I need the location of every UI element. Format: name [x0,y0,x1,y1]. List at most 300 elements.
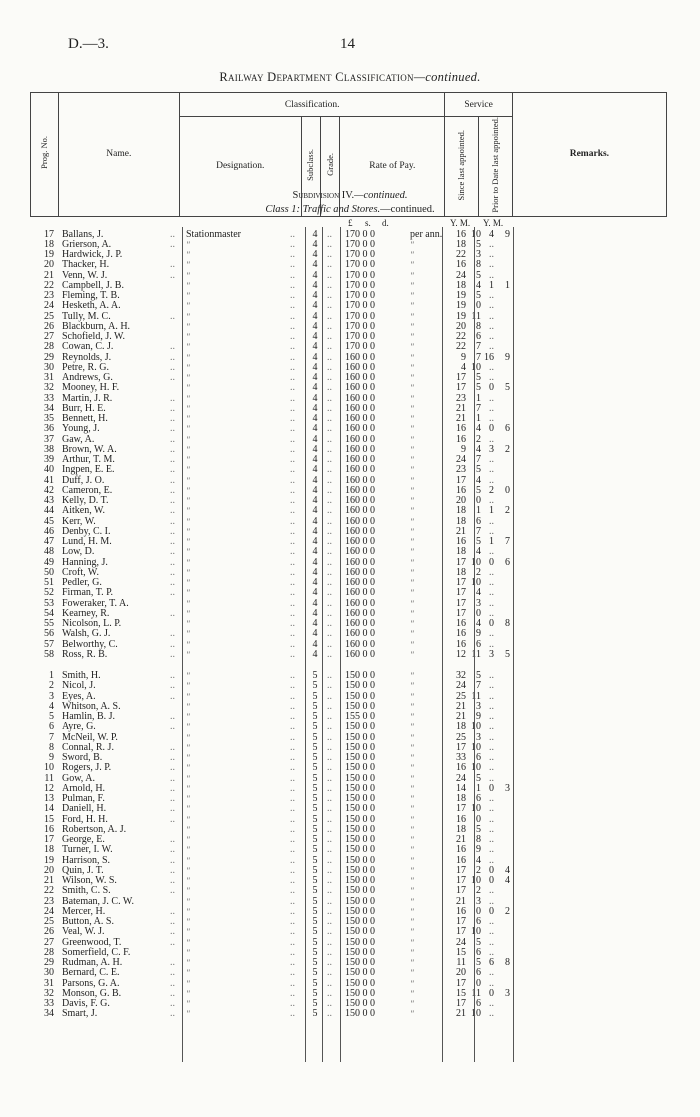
cell-pdots: .. [489,834,494,845]
sep-dots-designation: .. [290,998,295,1009]
cell-des: " [186,753,190,763]
cell-mark: " [410,270,414,281]
cell-des: " [186,876,190,886]
rule-remarks [513,227,514,1062]
cell-no: 5 [49,711,54,722]
cell-name: Arnold, H. [62,782,106,794]
cell-pdots: .. [489,525,494,537]
sep-dots-designation: .. [290,495,295,506]
cell-pay: 170 0 0 [345,279,375,291]
cell-no: 1 [49,670,54,681]
cell-pay: 160 0 0 [345,587,375,599]
cell-pdots: .. [489,454,494,465]
cell-pdots: .. [489,998,494,1009]
cell-p2: 8 [505,957,510,968]
header-name: Name. [58,93,179,217]
sep-dots-designation: .. [290,433,295,445]
cell-pay: 150 0 0 [345,977,375,989]
sep-dots-subclass: .. [327,813,332,825]
cell-name: Smith, C. S. [62,885,111,897]
sep-dots-designation: .. [290,290,295,301]
cell-name: Wilson, W. S. [62,875,117,886]
cell-s2: 9 [476,711,481,722]
cell-s1: 21 [456,402,466,414]
cell-dots: .. [170,782,175,794]
cell-mark: " [410,280,414,291]
cell-dots: .. [170,752,175,763]
cell-mark: " [410,732,414,743]
cell-des: " [186,362,190,373]
cell-pay: 150 0 0 [345,762,375,774]
cell-pdots: .. [489,464,494,476]
cell-mark: " [410,383,414,394]
cell-sub: 4 [312,423,318,435]
cell-s2: 5 [476,464,481,476]
cell-p1: 0 [489,782,494,794]
cell-dots: .. [170,402,175,414]
cell-name: Gow, A. [62,772,95,784]
cell-no: 47 [44,536,54,547]
cell-s1: 16 [456,638,466,650]
cell-mark: " [410,835,414,845]
cell-mark: " [410,434,414,445]
cell-pay: 150 0 0 [345,864,375,876]
cell-des: " [186,608,190,619]
cell-name: Nicol, J. [62,680,96,692]
cell-no: 48 [44,546,54,558]
cell-sub: 5 [312,946,318,958]
table-row [0,301,700,311]
cell-pdots: .. [489,946,494,958]
cell-pdots: .. [489,402,494,414]
cell-des: " [186,988,190,999]
sep-dots-designation: .. [290,823,295,835]
cell-des: " [186,424,190,435]
cell-sub: 5 [312,823,318,835]
cell-p1: 0 [489,905,494,917]
cell-des: " [186,578,190,588]
cell-pdots: .. [489,895,494,907]
cell-s1: 15 [456,946,466,958]
cell-s2: 2 [476,885,481,897]
cell-sub: 5 [312,936,318,948]
cell-s2: 4 [476,587,481,599]
cell-name: Pulman, F. [62,793,105,804]
cell-name: Pedler, G. [62,577,102,588]
cell-mark: " [410,342,414,353]
cell-s1: 18 [456,238,466,250]
cell-s1: 16 [456,854,466,866]
cell-s1: 17 [456,875,466,886]
cell-s2: 6 [476,793,481,804]
sep-dots-designation: .. [290,834,295,845]
cell-p1: 0 [489,382,494,394]
sep-dots-designation: .. [290,351,295,363]
cell-mark: " [410,906,414,917]
cell-sub: 5 [312,916,318,927]
sep-dots-subclass: .. [327,690,332,702]
cell-sub: 4 [312,495,318,506]
cell-pay: 150 0 0 [345,752,375,763]
cell-no: 49 [44,556,54,568]
header-remarks: Remarks. [512,93,666,217]
cell-s1: 23 [456,392,466,404]
cell-s2: 9 [476,844,481,856]
cell-mark: " [410,301,414,312]
cell-no: 14 [44,803,54,815]
table-row [0,383,700,393]
header-classification: Classification. [180,93,445,117]
cell-des: " [186,629,190,640]
cell-mark: " [410,567,414,578]
cell-des: " [186,906,190,917]
cell-pay: 160 0 0 [345,484,375,496]
cell-sub: 4 [312,382,318,394]
cell-p2: 4 [505,875,510,886]
table-row [0,845,700,855]
cell-no: 51 [44,577,54,588]
sep-dots-subclass: .. [327,423,332,435]
cell-s1: 16 [456,433,466,445]
sep-dots-designation: .. [290,320,295,332]
cell-des: " [186,557,190,568]
cell-no: 4 [49,700,54,712]
cell-mark: " [410,547,414,558]
sep-dots-subclass: .. [327,269,332,281]
sep-dots-subclass: .. [327,351,332,363]
cell-pay: 160 0 0 [345,443,375,455]
cell-mark: " [410,588,414,599]
cell-s2: 6 [476,331,481,342]
cell-sub: 4 [312,402,318,414]
sep-dots-subclass: .. [327,577,332,588]
sep-dots-designation: .. [290,772,295,784]
cell-pdots: .. [489,731,494,743]
sep-dots-subclass: .. [327,793,332,804]
cell-s2: 5 [476,936,481,948]
cell-name: Croft, W. [62,566,99,578]
cell-dots: .. [170,762,175,774]
cell-des: " [186,937,190,948]
cell-mark: " [410,753,414,763]
cell-s2: 10 [471,926,481,938]
cell-sub: 4 [312,392,318,404]
cell-s2: 3 [476,249,481,260]
cell-no: 12 [44,782,54,794]
cell-s2: 6 [476,515,481,527]
cell-s2: 7 [476,680,481,692]
cell-s1: 25 [456,731,466,743]
cell-mark: " [410,475,414,486]
cell-sub: 4 [312,320,318,332]
cell-name: Tully, M. C. [62,310,111,322]
rule-service-prior [474,227,475,1062]
cell-s1: 12 [456,648,466,660]
cell-dots: .. [170,905,175,917]
cell-sub: 4 [312,259,318,271]
sep-dots-designation: .. [290,762,295,774]
sep-dots-subclass: .. [327,905,332,917]
sep-dots-designation: .. [290,618,295,629]
cell-des: " [186,301,190,312]
cell-pay: 160 0 0 [345,433,375,445]
cell-pdots: .. [489,854,494,866]
cell-name: Hardwick, J. P. [62,249,123,260]
cell-no: 37 [44,433,54,445]
cell-pdots: .. [489,259,494,271]
cell-s2: 10 [471,803,481,815]
sep-dots-designation: .. [290,454,295,465]
cell-des: " [186,712,190,722]
cell-s1: 9 [461,351,466,363]
cell-name: Kerr, W. [62,515,96,527]
cell-pdots: .. [489,741,494,753]
sep-dots-designation: .. [290,731,295,743]
cell-pay: 160 0 0 [345,402,375,414]
cell-s2: 1 [476,413,481,424]
cell-dots: .. [170,967,175,979]
cell-s2: 5 [476,484,481,496]
sep-dots-designation: .. [290,361,295,373]
cell-pdots: .. [489,967,494,979]
cell-pay: 170 0 0 [345,310,375,322]
cell-dots: .. [170,741,175,753]
sep-dots-subclass: .. [327,648,332,660]
cell-pdots: .. [489,392,494,404]
cell-no: 27 [44,331,54,342]
cell-name: Robertson, A. J. [62,823,127,835]
cell-dots: .. [170,648,175,660]
sep-dots-subclass: .. [327,680,332,692]
cell-pdots: .. [489,638,494,650]
cell-name: Ross, R. B. [62,648,108,660]
cell-dots: .. [170,577,175,588]
sep-dots-subclass: .. [327,957,332,968]
cell-s2: 0 [476,300,481,312]
cell-dots: .. [170,495,175,506]
cell-sub: 5 [312,875,318,886]
sep-dots-subclass: .. [327,731,332,743]
cell-sub: 4 [312,618,318,629]
cell-des: " [186,311,190,322]
table-row [0,465,700,475]
sep-dots-subclass: .. [327,238,332,250]
cell-s2: 5 [476,536,481,547]
sep-dots-subclass: .. [327,762,332,774]
cell-dots: .. [170,721,175,733]
cell-dots: .. [170,670,175,681]
cell-name: Gaw, A. [62,433,95,445]
cell-pay: 150 0 0 [345,905,375,917]
cell-sub: 5 [312,721,318,733]
cell-sub: 4 [312,413,318,424]
sep-dots-subclass: .. [327,361,332,373]
sep-dots-subclass: .. [327,977,332,989]
cell-sub: 5 [312,670,318,681]
cell-des: " [186,978,190,989]
cell-sub: 4 [312,464,318,476]
cell-name: Low, D. [62,546,95,558]
cell-sub: 5 [312,782,318,794]
cell-pay: 150 0 0 [345,813,375,825]
sep-dots-designation: .. [290,515,295,527]
sep-dots-designation: .. [290,638,295,650]
sep-dots-subclass: .. [327,566,332,578]
cell-name: Brown, W. A. [62,443,117,455]
sep-dots-designation: .. [290,279,295,291]
cell-pay: 150 0 0 [345,946,375,958]
cell-pay: 150 0 0 [345,967,375,979]
cell-s2: 4 [476,423,481,435]
cell-s2: 5 [476,382,481,394]
cell-pdots: .. [489,607,494,619]
sep-dots-designation: .. [290,464,295,476]
cell-sub: 4 [312,648,318,660]
cell-s1: 4 [461,361,466,373]
cell-pay: 160 0 0 [345,392,375,404]
cell-no: 28 [44,341,54,353]
cell-sub: 5 [312,772,318,784]
cell-no: 8 [49,741,54,753]
cell-s2: 5 [476,957,481,968]
cell-pdots: .. [489,320,494,332]
class-continued: —continued. [380,204,435,215]
cell-pay: 150 0 0 [345,916,375,927]
header-prog-no: Prog. No. [31,93,59,217]
table-row [0,260,700,270]
cell-des: " [186,722,190,733]
cell-pay: 155 0 0 [345,711,375,722]
sep-dots-designation: .. [290,382,295,394]
cell-s2: 10 [471,577,481,588]
document-reference: D.—3. [68,36,109,52]
cell-mark: " [410,999,414,1009]
cell-s1: 20 [456,967,466,979]
cell-s1: 16 [456,228,466,240]
cell-name: Bennett, H. [62,413,108,424]
cell-s1: 16 [456,484,466,496]
cell-s2: 8 [476,320,481,332]
cell-des: " [186,475,190,486]
cell-mark: " [410,321,414,332]
cell-name: Petre, R. G. [62,361,109,373]
cell-s2: 1 [476,782,481,794]
cell-pdots: .. [489,577,494,588]
sep-dots-designation: .. [290,300,295,312]
cell-pay: 170 0 0 [345,300,375,312]
cell-sub: 5 [312,752,318,763]
cell-des: " [186,332,190,342]
cell-s1: 24 [456,772,466,784]
sep-dots-subclass: .. [327,823,332,835]
cell-p2: 3 [505,987,510,999]
sep-dots-designation: .. [290,803,295,815]
cell-mark: " [410,239,414,250]
cell-sub: 5 [312,793,318,804]
cell-s1: 17 [456,556,466,568]
cell-mark: " [410,968,414,979]
cell-s1: 19 [456,310,466,322]
cell-pdots: .. [489,700,494,712]
cell-no: 52 [44,587,54,599]
cell-no: 6 [49,721,54,733]
sep-dots-subclass: .. [327,382,332,394]
cell-s2: 5 [476,372,481,383]
cell-name: Cowan, C. J. [62,341,114,353]
sep-dots-subclass: .. [327,505,332,517]
cell-no: 3 [49,690,54,702]
cell-mark: " [410,403,414,414]
cell-name: Hamlin, B. J. [62,711,116,722]
sep-dots-subclass: .. [327,998,332,1009]
cell-p1: 2 [489,484,494,496]
cell-mark: " [410,619,414,629]
sep-dots-designation: .. [290,905,295,917]
cell-s2: 0 [476,905,481,917]
cell-des: " [186,865,190,876]
header-rate-of-pay: Rate of Pay. [340,117,445,217]
cell-no: 34 [44,1008,54,1020]
cell-s1: 17 [456,607,466,619]
sep-dots-designation: .. [290,536,295,547]
cell-dots: .. [170,454,175,465]
cell-s2: 4 [476,474,481,486]
cell-des: " [186,927,190,938]
cell-no: 33 [44,998,54,1009]
cell-sub: 5 [312,998,318,1009]
sep-dots-subclass: .. [327,670,332,681]
sep-dots-subclass: .. [327,752,332,763]
cell-dots: .. [170,690,175,702]
cell-des: " [186,455,190,465]
cell-s1: 22 [456,331,466,342]
cell-des: " [186,547,190,558]
cell-name: Ford, H. H. [62,813,108,825]
cell-pdots: .. [489,803,494,815]
sep-dots-designation: .. [290,711,295,722]
cell-pay: 170 0 0 [345,249,375,260]
cell-pay: 150 0 0 [345,936,375,948]
sep-dots-subclass: .. [327,834,332,845]
cell-mark: " [410,362,414,373]
cell-pay: 150 0 0 [345,731,375,743]
cell-s2: 5 [476,238,481,250]
cell-sub: 4 [312,556,318,568]
cell-sub: 4 [312,310,318,322]
cell-p1: 16 [484,351,494,363]
cell-des: " [186,321,190,332]
cell-mark: " [410,373,414,383]
cell-pay: 160 0 0 [345,361,375,373]
cell-name: Rogers, J. P. [62,762,112,774]
cell-pay: 160 0 0 [345,515,375,527]
sep-dots-subclass: .. [327,587,332,599]
cell-s1: 17 [456,474,466,486]
cell-sub: 4 [312,587,318,599]
cell-name: Bernard, C. E. [62,967,120,979]
cell-s1: 18 [456,279,466,291]
cell-sub: 5 [312,844,318,856]
cell-pdots: .. [489,793,494,804]
cell-name: Fleming, T. B. [62,290,120,301]
cell-dots: .. [170,875,175,886]
cell-no: 53 [44,597,54,609]
sep-dots-designation: .. [290,269,295,281]
cell-s2: 6 [476,998,481,1009]
cell-sub: 4 [312,300,318,312]
cell-s1: 24 [456,936,466,948]
cell-s1: 21 [456,834,466,845]
